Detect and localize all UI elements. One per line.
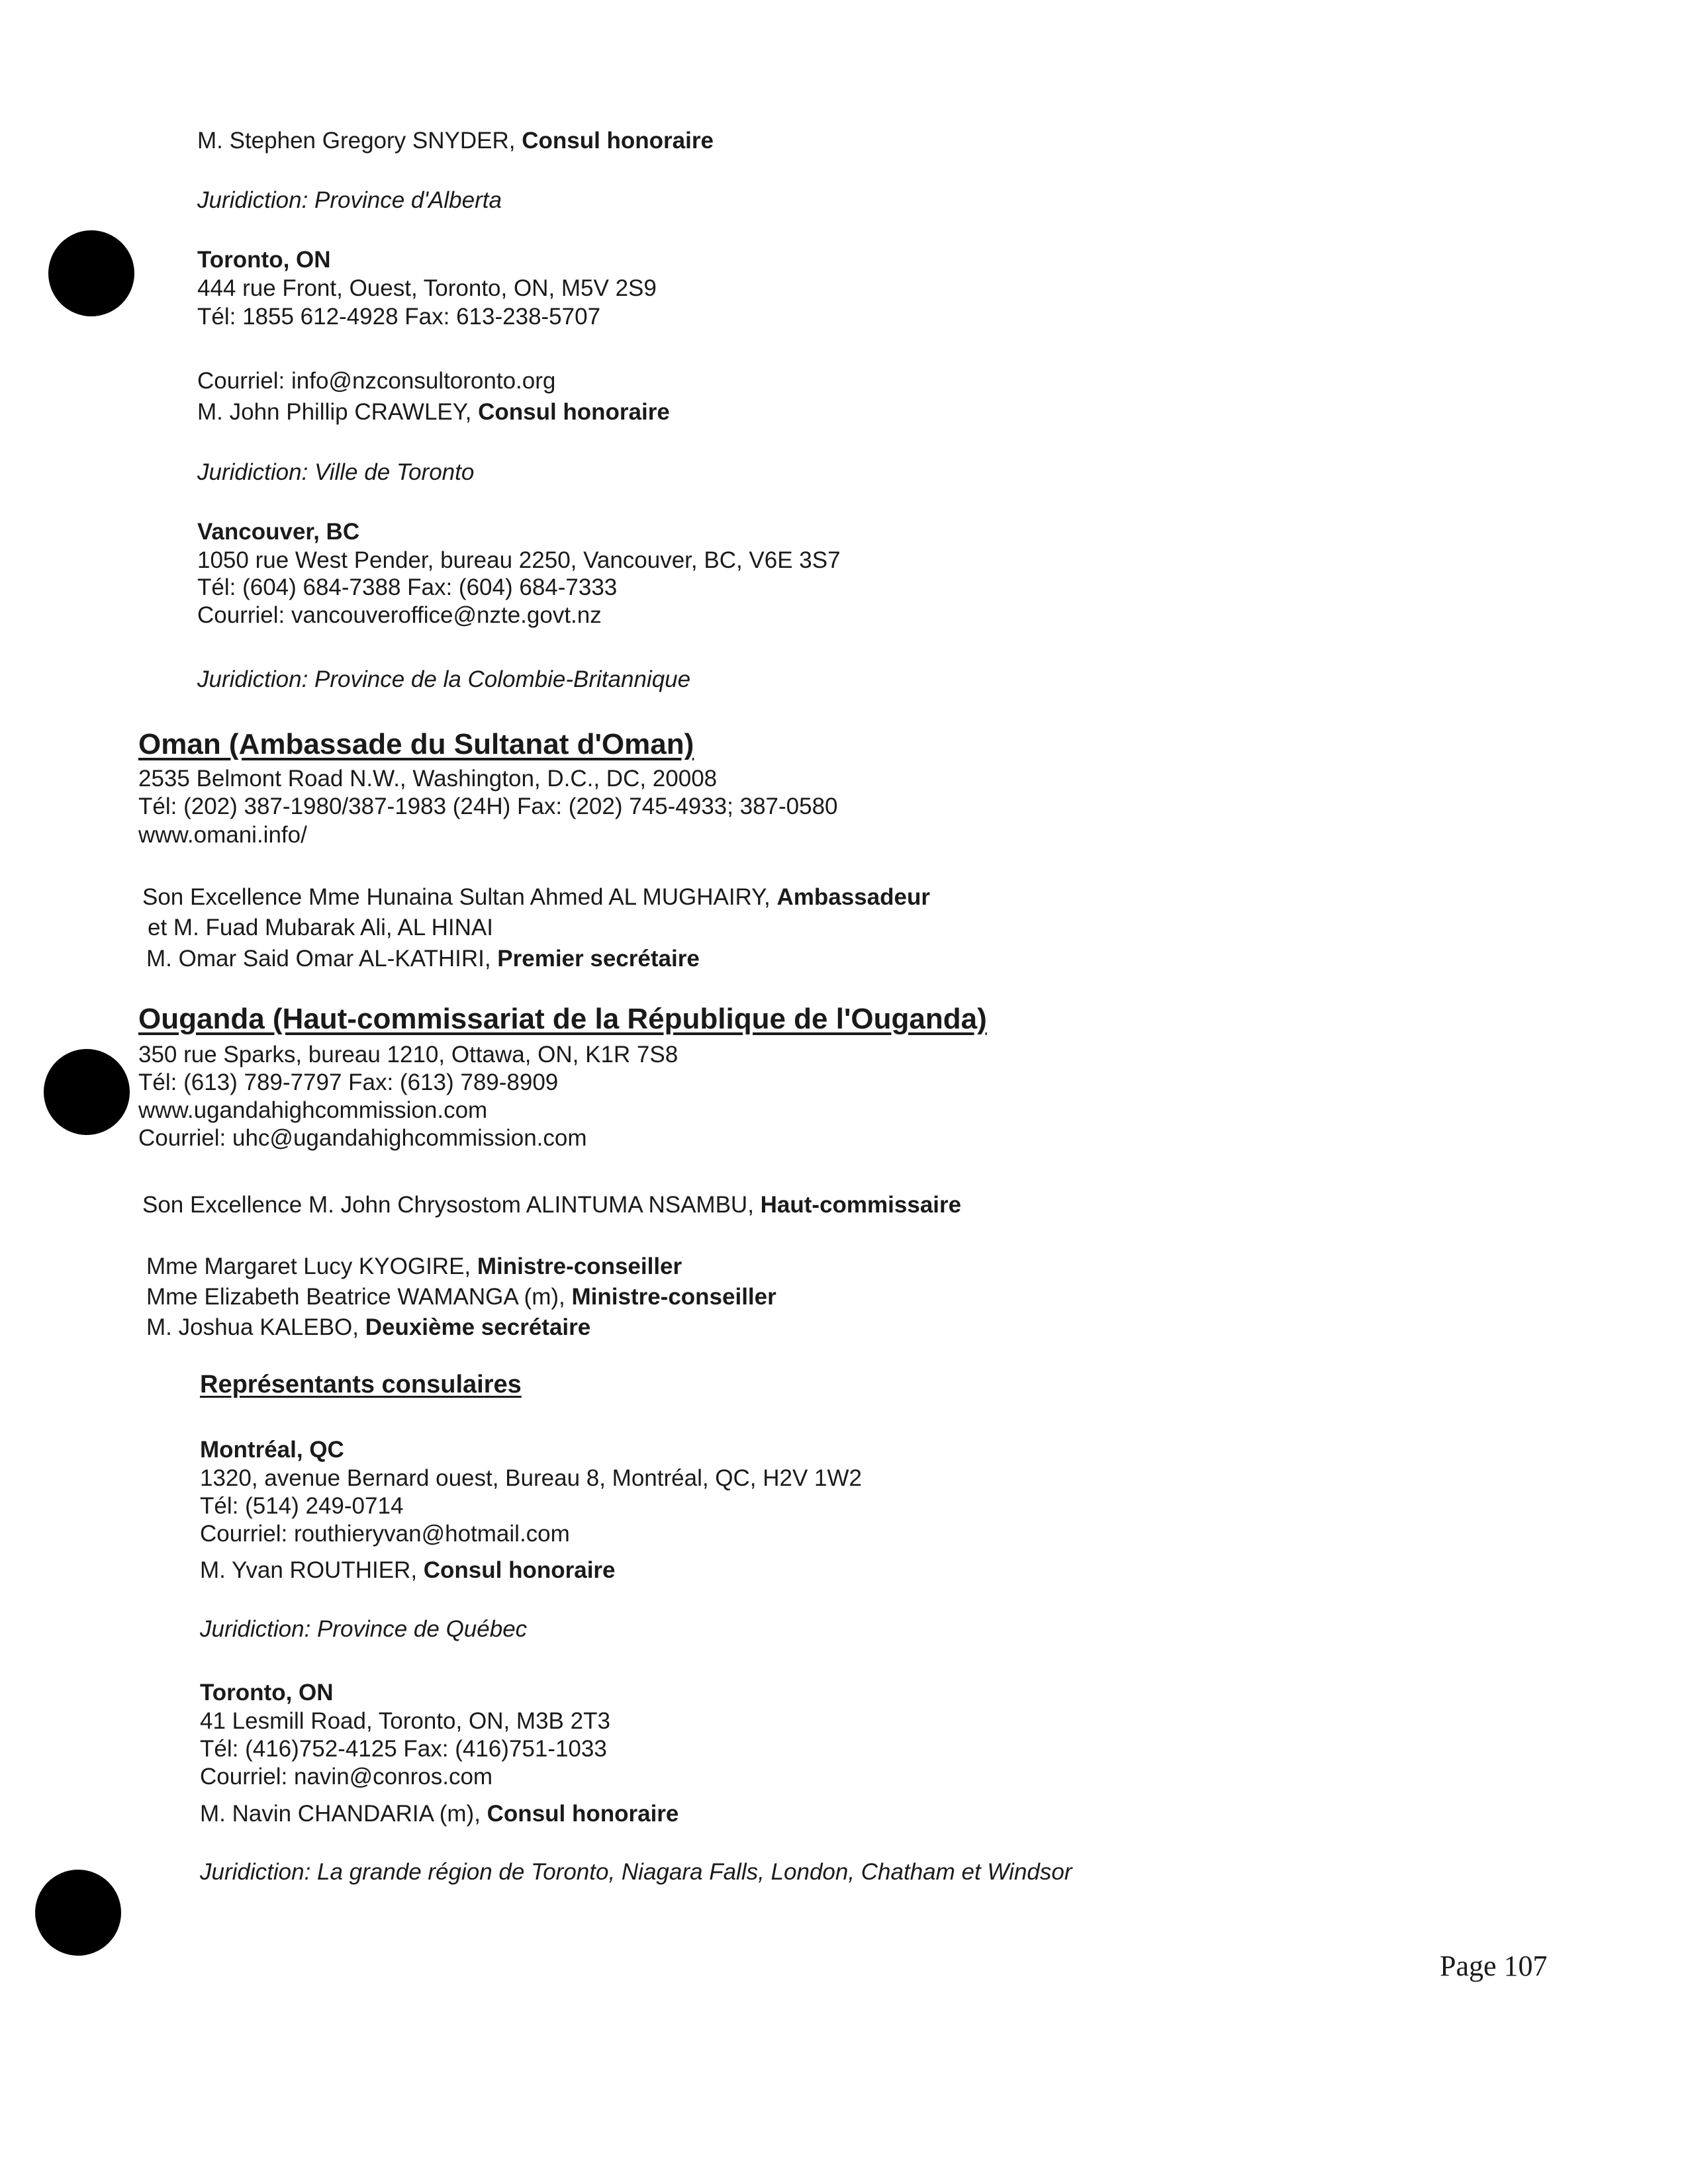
staff-line: Son Excellence Mme Hunaina Sultan Ahmed AL MUGHAIRY, Ambassadeur xyxy=(142,884,930,910)
office-address: 1050 rue West Pender, bureau 2250, Vancouver, BC, V6E 3S7 xyxy=(197,547,841,573)
embassy-email: Courriel: uhc@ugandahighcommission.com xyxy=(138,1125,587,1151)
embassy-address: 2535 Belmont Road N.W., Washington, D.C., DC, 20008 xyxy=(138,766,718,792)
contact-title: Consul honoraire xyxy=(522,128,714,154)
jurisdiction: Juridiction: Province d'Alberta xyxy=(197,187,502,213)
office-email: Courriel: vancouveroffice@nzte.govt.nz xyxy=(197,602,602,628)
office-address: 1320, avenue Bernard ouest, Bureau 8, Montréal, QC, H2V 1W2 xyxy=(200,1465,863,1491)
punch-hole xyxy=(48,230,134,316)
office-city: Toronto, ON xyxy=(197,247,331,273)
office-phone: Tél: (416)752-4125 Fax: (416)751-1033 xyxy=(200,1736,607,1762)
staff-line: M. Omar Said Omar AL-KATHIRI, Premier secrétaire xyxy=(146,946,700,972)
punch-hole xyxy=(35,1870,121,1956)
office-email: Courriel: routhieryvan@hotmail.com xyxy=(200,1521,570,1547)
office-phone: Tél: (514) 249-0714 xyxy=(200,1493,404,1519)
embassy-phone: Tél: (613) 789-7797 Fax: (613) 789-8909 xyxy=(138,1069,559,1095)
contact-name: M. Stephen Gregory SNYDER, xyxy=(197,128,522,154)
contact-title: Consul honoraire xyxy=(478,399,670,425)
office-phone: Tél: (604) 684-7388 Fax: (604) 684-7333 xyxy=(197,574,618,600)
contact-line xyxy=(197,398,670,426)
consular-heading: Représentants consulaires xyxy=(200,1371,522,1398)
country-heading: Ouganda (Haut-commissariat de la République de l'Ouganda) xyxy=(138,1003,987,1035)
page-number: Page 107 xyxy=(1440,1950,1548,1982)
office-phone: Tél: 1855 612-4928 Fax: 613-238-5707 xyxy=(197,304,601,330)
contact-line: M. Yvan ROUTHIER, Consul honoraire xyxy=(200,1557,616,1583)
office-city: Toronto, ON xyxy=(200,1680,334,1706)
embassy-phone: Tél: (202) 387-1980/387-1983 (24H) Fax: (202) 745-4933; 387-0580 xyxy=(138,794,838,819)
office-address: 41 Lesmill Road, Toronto, ON, M3B 2T3 xyxy=(200,1708,610,1734)
staff-line: Mme Elizabeth Beatrice WAMANGA (m), Ministre-conseiller xyxy=(146,1284,776,1310)
staff-line: M. Joshua KALEBO, Deuxième secrétaire xyxy=(146,1314,591,1340)
office-address: 444 rue Front, Ouest, Toronto, ON, M5V 2S9 xyxy=(197,275,657,301)
office-city: Montréal, QC xyxy=(200,1437,344,1463)
contact-line: M. Navin CHANDARIA (m), Consul honoraire xyxy=(200,1801,679,1827)
embassy-website: www.omani.info/ xyxy=(138,822,307,848)
staff-line: et M. Fuad Mubarak Ali, AL HINAI xyxy=(148,915,493,940)
embassy-website: www.ugandahighcommission.com xyxy=(138,1097,488,1123)
jurisdiction: Juridiction: Province de Québec xyxy=(200,1616,528,1642)
jurisdiction: Juridiction: Province de la Colombie-Britannique xyxy=(197,666,691,692)
jurisdiction: Juridiction: Ville de Toronto xyxy=(197,459,475,485)
contact-line xyxy=(197,127,714,155)
office-city: Vancouver, BC xyxy=(197,519,360,545)
staff-line: Mme Margaret Lucy KYOGIRE, Ministre-conseiller xyxy=(146,1253,682,1279)
contact-name: M. John Phillip CRAWLEY, xyxy=(197,399,479,425)
jurisdiction: Juridiction: La grande région de Toronto, Niagara Falls, London, Chatham et Windsor xyxy=(200,1859,1072,1885)
office-email: Courriel: info@nzconsultoronto.org xyxy=(197,368,556,394)
punch-hole xyxy=(44,1049,130,1135)
country-heading: Oman (Ambassade du Sultanat d'Oman) xyxy=(138,728,694,760)
office-email: Courriel: navin@conros.com xyxy=(200,1764,493,1790)
embassy-address: 350 rue Sparks, bureau 1210, Ottawa, ON, K1R 7S8 xyxy=(138,1042,679,1068)
head-of-mission: Son Excellence M. John Chrysostom ALINTUMA NSAMBU, Haut-commissaire xyxy=(142,1192,962,1218)
